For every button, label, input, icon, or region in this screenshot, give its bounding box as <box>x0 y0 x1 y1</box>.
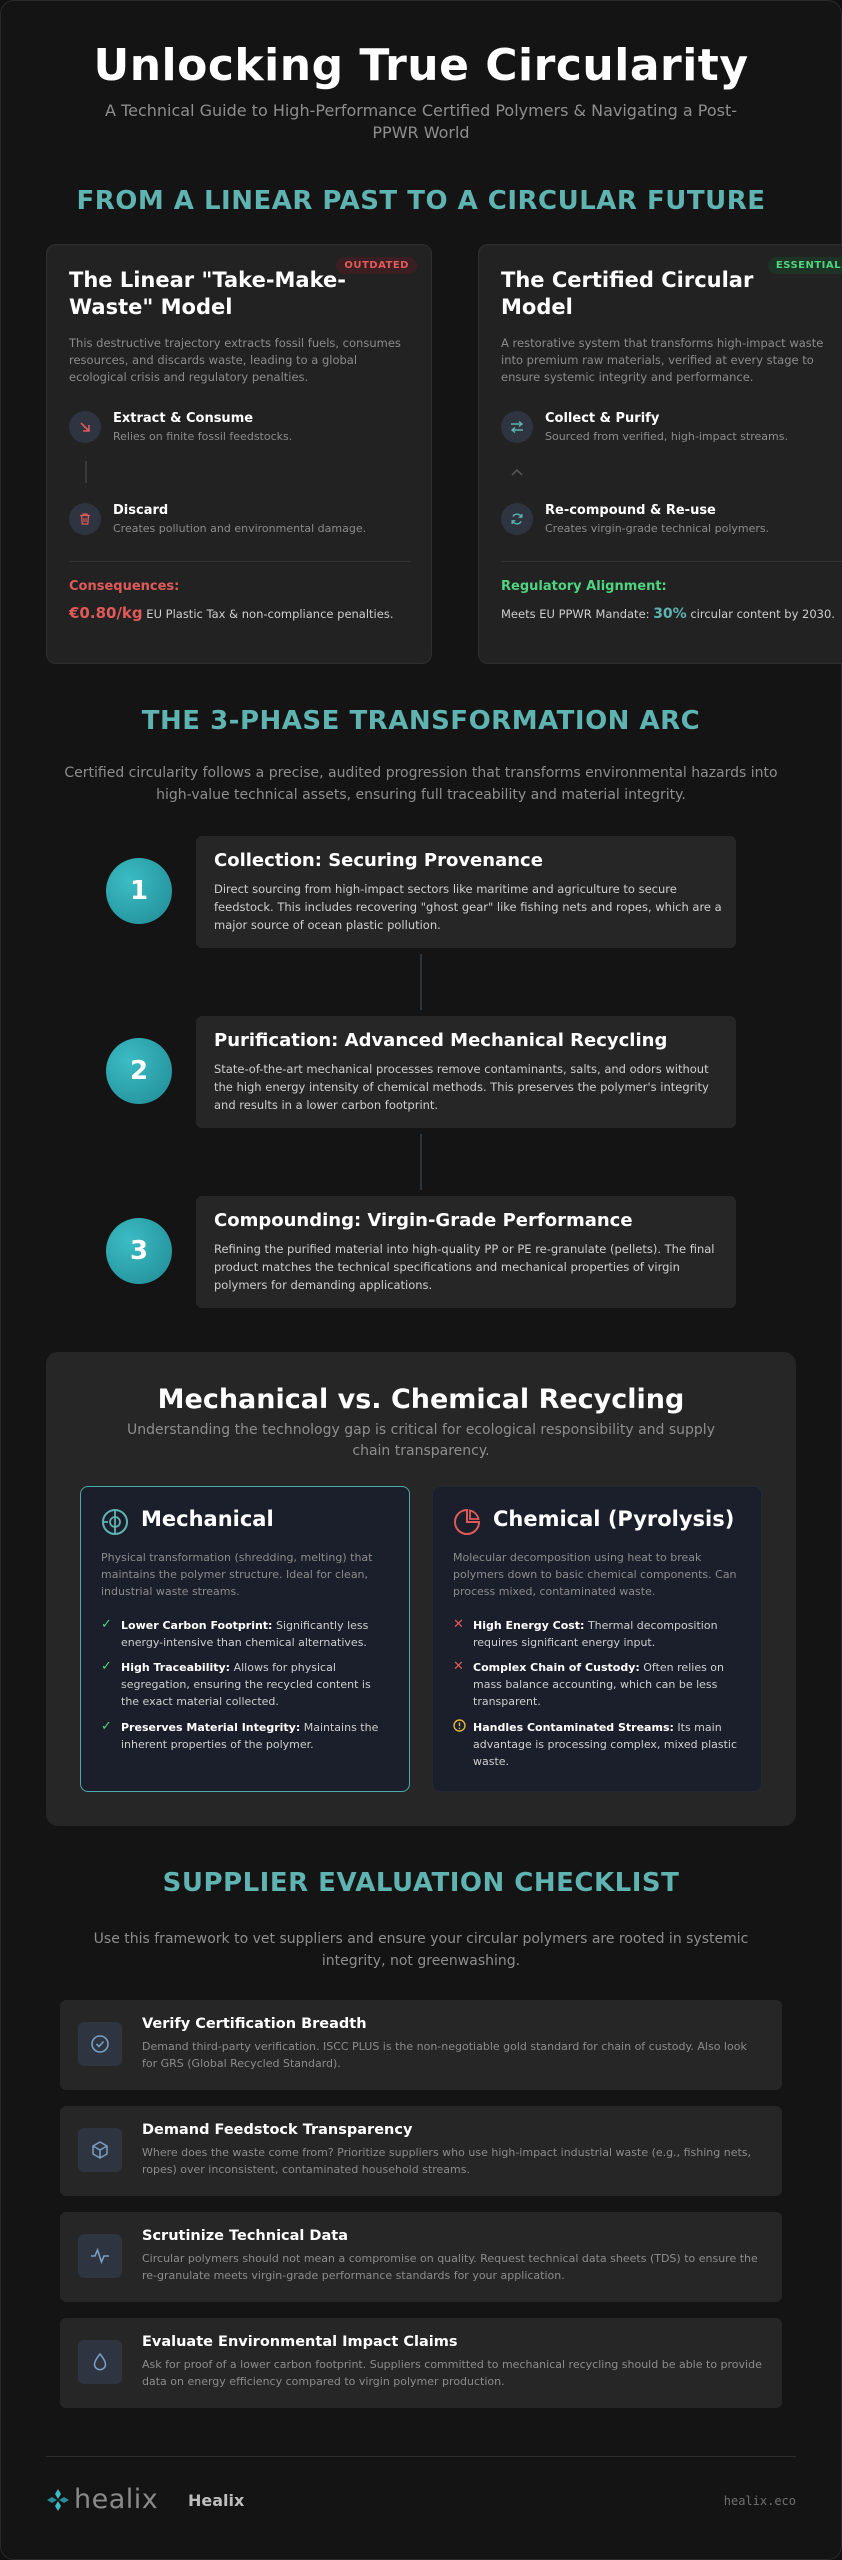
step-title: Discard <box>113 503 169 518</box>
checklist-title: Verify Certification Breadth <box>142 2016 367 2032</box>
step-recompound-reuse <box>501 501 842 541</box>
circular-content-percent: 30% <box>653 606 687 622</box>
box-icon <box>78 2128 122 2172</box>
checklist-desc: Where does the waste come from? Prioritize suppliers who use high-impact industrial waste (e.g., fishing nets, ropes) over inconsistent, contaminated household streams. <box>142 2146 752 2176</box>
footer-url-link[interactable]: healix.eco <box>723 2494 796 2508</box>
footer-divider <box>46 2456 796 2457</box>
mechanical-title: Mechanical <box>141 1507 274 1531</box>
step-extract-consume <box>69 409 411 449</box>
recycle-circle-icon <box>101 1508 129 1540</box>
brand-name: Healix <box>188 2491 245 2510</box>
activity-pulse-icon <box>78 2234 122 2278</box>
section-title-linear-circular: FROM A LINEAR PAST TO A CIRCULAR FUTURE <box>76 186 766 216</box>
phase-card <box>196 1016 736 1128</box>
arc-intro: Certified circularity follows a precise, audited progression that transforms environmental hazards into high-value technical assets, ensuring full traceability and material integrity. <box>64 765 778 803</box>
drawback-label: Complex Chain of Custody: <box>473 1661 640 1674</box>
badge-check-icon <box>78 2022 122 2066</box>
step-collect-purify <box>501 409 842 449</box>
step-title: Collect & Purify <box>545 411 660 426</box>
checklist-desc: Demand third-party verification. ISCC PLUS is the non-negotiable gold standard for chain of custody. Also look for GRS (Global Recycled Standard). <box>142 2040 747 2070</box>
step-desc: Relies on finite fossil feedstocks. <box>113 430 293 443</box>
checklist-desc: Ask for proof of a lower carbon footprint. Suppliers committed to mechanical recycling should be able to provide data on energy efficiency compared to virgin polymer production. <box>142 2358 762 2388</box>
checklist-desc: Circular polymers should not mean a compromise on quality. Request technical data sheets (TDS) to ensure the re-granulate meets virgin-grade performance standards for your application. <box>142 2252 758 2282</box>
circular-card-desc: A restorative system that transforms high-impact waste into premium raw materials, verified at every stage to ensure systemic integrity and performance. <box>501 336 824 384</box>
page-title: Unlocking True Circularity <box>93 40 749 91</box>
refresh-icon <box>501 503 533 535</box>
regulatory-value <box>501 605 841 623</box>
page-subtitle: A Technical Guide to High-Performance Certified Polymers & Navigating a Post-PPWR World <box>105 101 737 142</box>
step-desc: Creates virgin-grade technical polymers. <box>545 522 770 535</box>
trash-icon <box>69 503 101 535</box>
checklist-title: Evaluate Environmental Impact Claims <box>142 2334 458 2350</box>
benefit-text: Significantly less energy-intensive than chemical alternatives. <box>121 1619 369 1649</box>
checklist-item <box>60 2000 782 2090</box>
arrow-down-right-icon <box>69 411 101 443</box>
droplet-icon <box>78 2340 122 2384</box>
card-divider <box>501 561 842 562</box>
advantage-label: Handles Contaminated Streams: <box>473 1721 674 1734</box>
consequences-text: EU Plastic Tax & non-compliance penalties. <box>146 607 394 621</box>
phase-connector <box>420 1134 422 1190</box>
checklist-item <box>60 2318 782 2408</box>
step-desc: Sourced from verified, high-impact streams. <box>545 430 788 443</box>
step-title: Re-compound & Re-use <box>545 503 716 518</box>
linear-card-desc: This destructive trajectory extracts fossil fuels, consumes resources, and discards waste, leading to a global ecological crisis and regulatory penalties. <box>69 336 401 384</box>
drawback-text: Thermal decomposition requires significant energy input. <box>473 1619 718 1649</box>
checklist-item <box>60 2212 782 2302</box>
circular-model-card <box>478 244 842 664</box>
check-icon: ✓ <box>101 1617 112 1632</box>
drawback-label: High Energy Cost: <box>473 1619 585 1632</box>
info-circle-icon <box>453 1719 466 1736</box>
check-icon: ✓ <box>101 1719 112 1734</box>
checklist-intro: Use this framework to vet suppliers and ensure your circular polymers are rooted in systemic integrity, not greenwashing. <box>93 1931 749 1969</box>
step-desc: Creates pollution and environmental damage. <box>113 522 367 535</box>
benefit-label: High Traceability: <box>121 1661 231 1674</box>
phase-number-badge: 2 <box>106 1038 172 1104</box>
checklist-title: Scrutinize Technical Data <box>142 2228 348 2244</box>
checklist-title: Demand Feedstock Transparency <box>142 2122 413 2138</box>
phase-title: Compounding: Virgin-Grade Performance <box>214 1210 633 1231</box>
swap-arrows-icon <box>501 411 533 443</box>
phase-title: Collection: Securing Provenance <box>214 850 543 871</box>
check-icon: ✓ <box>101 1659 112 1674</box>
pie-chart-icon <box>453 1508 481 1540</box>
chemical-card <box>432 1486 762 1792</box>
mechanical-desc: Physical transformation (shredding, melting) that maintains the polymer structure. Ideal for clean, industrial waste streams. <box>101 1551 373 1598</box>
phase-card <box>196 836 736 948</box>
comparison-subtitle: Understanding the technology gap is critical for ecological responsibility and supply chain transparency. <box>127 1422 715 1459</box>
regulatory-prefix: Meets EU PPWR Mandate: <box>501 607 650 621</box>
outdated-badge: OUTDATED <box>336 257 417 274</box>
phase-desc: Direct sourcing from high-impact sectors like maritime and agriculture to secure feedstock. This includes recovering "ghost gear" like fishing nets and ropes, which are a major source of ocean plastic pollution. <box>214 882 722 932</box>
step-title: Extract & Consume <box>113 411 254 426</box>
linear-model-card <box>46 244 432 664</box>
chemical-desc: Molecular decomposition using heat to break polymers down to basic chemical components. Can process mixed, contaminated waste. <box>453 1551 737 1598</box>
phase-card <box>196 1196 736 1308</box>
benefit-label: Lower Carbon Footprint: <box>121 1619 273 1632</box>
phase-number-badge: 1 <box>106 858 172 924</box>
step-connector <box>85 461 87 483</box>
essential-badge: ESSENTIAL <box>768 257 842 274</box>
comparison-title: Mechanical vs. Chemical Recycling <box>157 1384 685 1415</box>
mechanical-card <box>80 1486 410 1792</box>
section-title-transformation-arc: THE 3-PHASE TRANSFORMATION ARC <box>141 706 701 736</box>
section-title-checklist: SUPPLIER EVALUATION CHECKLIST <box>162 1868 680 1898</box>
chevron-up-icon <box>509 465 525 481</box>
step-discard <box>69 501 411 541</box>
consequences-label: Consequences: <box>69 579 180 594</box>
linear-card-title: The Linear "Take-Make-Waste" Model <box>69 268 346 319</box>
phase-connector <box>420 954 422 1010</box>
phase-desc: State-of-the-art mechanical processes remove contaminants, salts, and odors without the high energy intensity of chemical methods. This preserves the polymer's integrity and results in a lower carbon footprint. <box>214 1062 709 1112</box>
drawback-text: Often relies on mass balance accounting, which can be less transparent. <box>473 1661 725 1708</box>
phase-number-badge: 3 <box>106 1218 172 1284</box>
x-icon: ✕ <box>453 1659 464 1674</box>
benefit-text: Maintains the inherent properties of the polymer. <box>121 1721 379 1751</box>
healix-logo-icon <box>46 2488 70 2516</box>
chemical-title: Chemical (Pyrolysis) <box>493 1507 735 1531</box>
regulatory-label: Regulatory Alignment: <box>501 579 667 594</box>
recycling-comparison-panel <box>46 1352 796 1826</box>
advantage-text: Its main advantage is processing complex, mixed plastic waste. <box>473 1721 738 1768</box>
benefit-text: Allows for physical segregation, ensuring the recycled content is the exact material collected. <box>121 1661 371 1708</box>
x-icon: ✕ <box>453 1617 464 1632</box>
benefit-label: Preserves Material Integrity: <box>121 1721 301 1734</box>
regulatory-suffix: circular content by 2030. <box>690 607 835 621</box>
circular-card-title: The Certified Circular Model <box>501 268 754 319</box>
card-divider <box>69 561 411 562</box>
consequences-value <box>69 605 419 623</box>
checklist-item <box>60 2106 782 2196</box>
phase-desc: Refining the purified material into high-quality PP or PE re-granulate (pellets). The final product matches the technical specifications and mechanical properties of virgin polymers for demanding applications. <box>214 1242 715 1292</box>
phase-title: Purification: Advanced Mechanical Recycling <box>214 1030 668 1051</box>
tax-amount: €0.80/kg <box>69 604 143 622</box>
logo-wordmark: healix <box>74 2484 159 2515</box>
